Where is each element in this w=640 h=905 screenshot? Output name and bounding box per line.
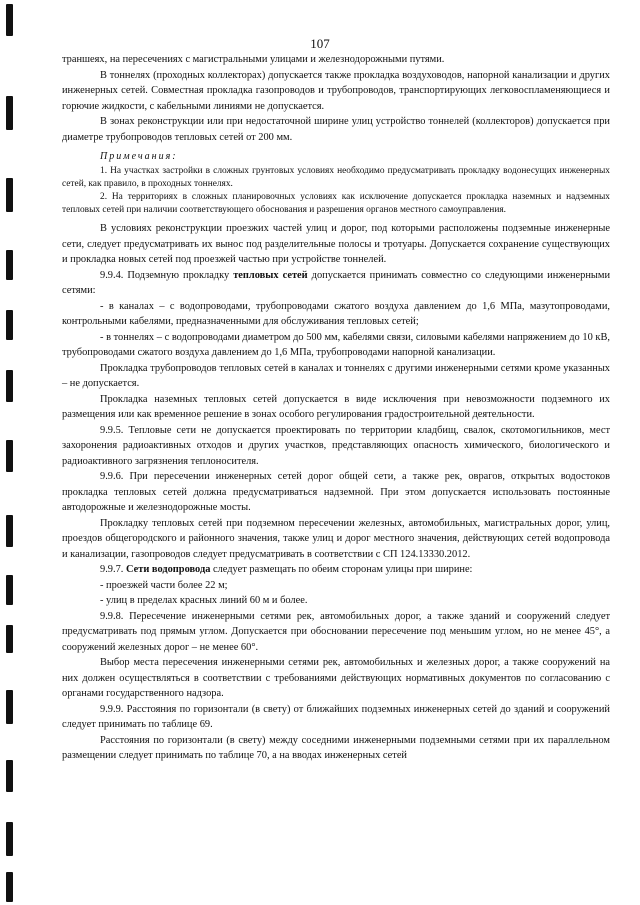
- binder-mark: [6, 822, 13, 856]
- bold-term: Сети водопровода: [125, 564, 211, 576]
- bold-term: тепловых сетей: [233, 269, 308, 281]
- paragraph-997: [62, 562, 610, 578]
- paragraph: - проезжей части более 22 м;: [100, 579, 228, 591]
- paragraph: Прокладка наземных тепловых сетей допускается в виде исключения при невозможности подземного их размещения или как временное решение в зонах особого регулирования градостроительной деятельности.: [62, 393, 610, 421]
- binder-mark: [6, 310, 13, 340]
- paragraph: - в каналах – с водопроводами, трубопроводами сжатого воздуха давлением до 1,6 МПа, мазутопроводами, контрольными кабелями, предназначенными для обслуживания тепловых сетей;: [62, 300, 610, 328]
- binder-mark: [6, 515, 13, 547]
- paragraph-text: 9.9.4. Подземную прокладку: [100, 269, 234, 281]
- paragraph: 9.9.5. Тепловые сети не допускается проектировать по территории кладбищ, свалок, скотомогильников, мест захоронения радиоактивных отходов и других участков, представляющих опасность химического, биологического и радиоактивного загрязнения теплоносителя.: [62, 424, 610, 467]
- binder-mark: [6, 625, 13, 653]
- binder-mark: [6, 96, 13, 130]
- binder-mark: [6, 575, 13, 605]
- binder-mark: [6, 872, 13, 902]
- binder-mark: [6, 370, 13, 402]
- paragraph: 9.9.8. Пересечение инженерными сетями рек, автомобильных дорог, а также зданий и сооружений следует предусматривать под прямым углом. Допускается при обосновании пересечение под меньшим углом, но не менее 45°, а сооружений железных дорог – не менее 60°.: [62, 610, 610, 653]
- notes-title: Примечания:: [100, 151, 178, 162]
- paragraph-text: следует размещать по обеим сторонам улицы при ширине:: [210, 564, 473, 576]
- paragraph: Прокладку тепловых сетей при подземном пересечении железных, автомобильных, магистральных дорог, улиц, проездов общегородского и районного значения, также улиц и дорог местного значения, действующих сетей водопровода и канализации, газопроводов следует предусматривать в соответствии с СП 124.13330.2012.: [62, 517, 610, 560]
- paragraph: В условиях реконструкции проезжих частей улиц и дорог, под которыми расположены подземные инженерные сети, следует предусматривать их вынос под разделительные полосы и тротуары. Допускается сохранение существующих и прокладка новых сетей под проезжей частью при устройстве тоннелей.: [62, 223, 610, 266]
- paragraph: В зонах реконструкции или при недостаточной ширине улиц устройство тоннелей (коллекторов) допускается при диаметре трубопроводов тепловых сетей от 200 мм.: [62, 116, 610, 143]
- paragraph: Прокладка трубопроводов тепловых сетей в каналах и тоннелях с другими инженерными сетями кроме указанных – не допускается.: [62, 362, 610, 390]
- paragraph: траншеях, на пересечениях с магистральными улицами и железнодорожными путями.: [62, 54, 445, 65]
- page-body: [62, 52, 610, 764]
- binder-mark: [6, 4, 13, 36]
- paragraph: Выбор места пересечения инженерными сетями рек, автомобильных и железных дорог, а также сооружений на них должен осуществляться в соответствии с требованиями действующих нормативных документов по согласованию с органами государственного надзора.: [62, 657, 610, 700]
- note: 2. На территориях в сложных планировочных условиях как исключение допускается прокладка наземных и надземных тепловых сетей при наличии соответствующего обоснования и разрешения органов местного самоуправления.: [62, 191, 610, 216]
- binder-mark: [6, 440, 13, 472]
- paragraph-text: 9.9.7.: [100, 564, 126, 576]
- note: 1. На участках застройки в сложных грунтовых условиях необходимо предусматривать прокладку водонесущих инженерных сетей, как правило, в проходных тоннелях.: [62, 165, 610, 189]
- page-number: 107: [310, 36, 330, 51]
- paragraph: 9.9.6. При пересечении инженерных сетей дорог общей сети, а также рек, оврагов, открытых водостоков прокладка тепловых сетей должна предусматриваться надземной. При этом допускается использовать постоянные автодорожные и железнодорожные мосты.: [62, 471, 610, 514]
- paragraph: Расстояния по горизонтали (в свету) между соседними инженерными подземными сетями при их параллельном размещении следует принимать по таблице 70, а на вводах инженерных сетей: [62, 734, 610, 762]
- binder-mark: [6, 690, 13, 724]
- paragraph-text: допускается принимать совместно со следующими инженерными сетями:: [62, 269, 610, 297]
- binder-marks: [6, 0, 16, 905]
- binder-mark: [6, 250, 13, 280]
- paragraph: - в тоннелях – с водопроводами диаметром до 500 мм, кабелями связи, силовыми кабелями напряжением до 10 кВ, трубопроводами сжатого воздуха давлением до 1,6 МПа, трубопроводами напорной канализации.: [62, 331, 610, 359]
- paragraph-994: [62, 268, 610, 299]
- paragraph: - улиц в пределах красных линий 60 м и более.: [100, 595, 308, 607]
- binder-mark: [6, 178, 13, 212]
- paragraph: В тоннелях (проходных коллекторах) допускается также прокладка воздуховодов, напорной канализации и других инженерных сетей. Совместная прокладка газопроводов и трубопроводов, транспортирующих легковоспламеняющиеся и горючие жидкости, с кабельными линиями не допускается.: [62, 69, 610, 112]
- binder-mark: [6, 760, 13, 792]
- paragraph: 9.9.9. Расстояния по горизонтали (в свету) от ближайших подземных инженерных сетей до зданий и сооружений следует принимать по таблице 69.: [62, 703, 610, 731]
